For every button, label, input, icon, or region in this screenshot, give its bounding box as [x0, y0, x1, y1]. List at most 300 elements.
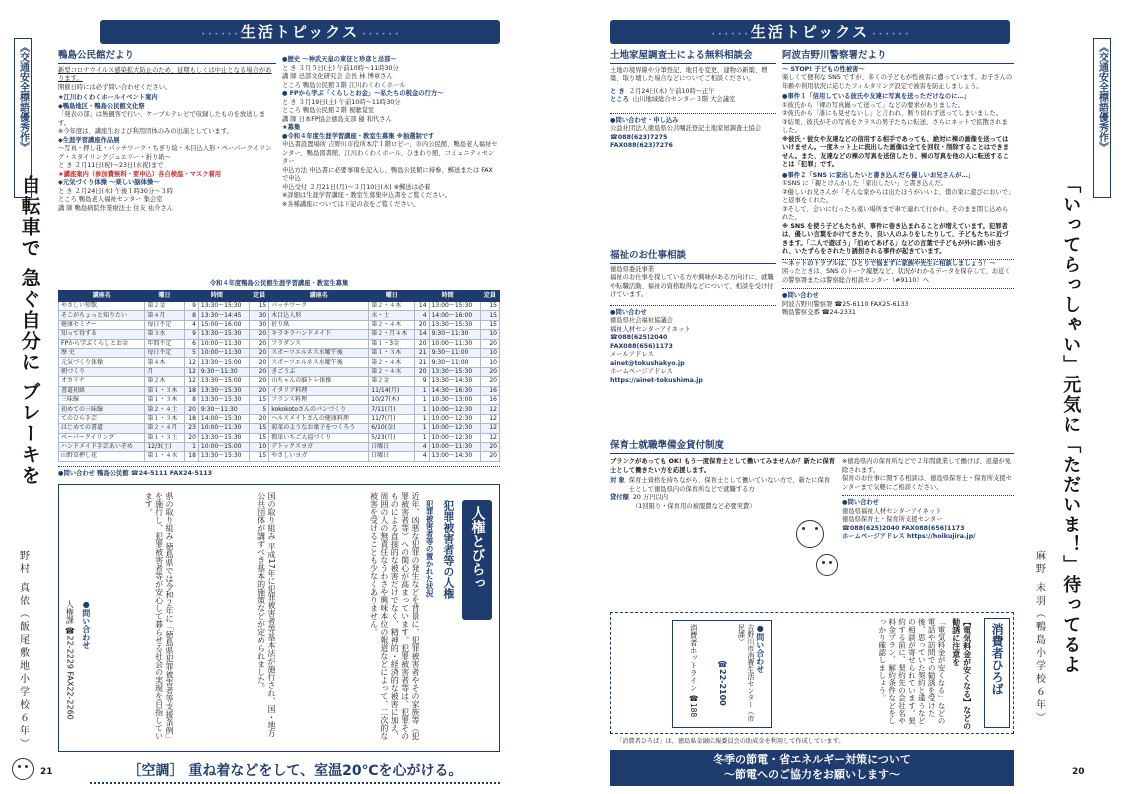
course-table-header: 講座名	[59, 291, 145, 302]
police-subtitle: 〜 STOP! 子どもの性被害〜	[782, 65, 865, 73]
table-cell: やさしいヨガ	[269, 452, 369, 461]
childcare-note2: 保育のお仕事に関する相談は、徳島県保育士・保育所支援センターまで気軽にご相談ください。	[842, 475, 1013, 491]
childcare-org1: 徳島県福祉人材センターアイネット	[842, 507, 942, 515]
table-cell: 第１・４水	[145, 452, 184, 461]
table-cell: 20	[250, 358, 269, 367]
right-page	[566, 0, 1123, 794]
table-cell: 1	[415, 396, 429, 405]
left-poem-author: 野村 真依（飯尾敷地小学校６年）	[17, 550, 29, 752]
police-section	[782, 50, 1014, 318]
table-cell: 9:30〜11:00	[429, 358, 480, 367]
table-cell: 健康セミナー	[59, 320, 145, 329]
table-cell: 第１・３木	[145, 386, 184, 395]
table-cell: 第１・３木	[145, 414, 184, 423]
course-table	[58, 290, 500, 462]
police-case2-1: ①SNS に「親とけんかした「家出したい」と書き込んだ。	[782, 180, 948, 188]
table-cell: 1	[415, 405, 429, 414]
table-cell: 朝づくり	[59, 367, 145, 376]
table-cell: 5/23(月)	[369, 433, 415, 442]
table-row	[59, 396, 500, 405]
childcare-tel: ☎088(625)2040 FAX088(656)1173	[842, 524, 965, 532]
table-cell: 知って得する	[59, 330, 145, 339]
table-cell: 21	[415, 349, 429, 358]
table-cell: 10:30〜13:00	[429, 396, 480, 405]
table-cell: パッチワーク	[269, 302, 369, 311]
course-table-header: 時間	[415, 291, 480, 302]
recruit-note2: ※各種講座については下記の表をご覧ください。	[282, 200, 420, 208]
table-cell: 書道初級	[59, 386, 145, 395]
left-bottom-banner-text: ［空調］ 重ね着などをして、室温20℃を心がける。	[127, 763, 463, 779]
table-cell: 毎日不定	[145, 320, 184, 329]
kamojima-title: 鴨島公民館だより	[58, 50, 276, 64]
table-cell: やさしい短歌	[59, 302, 145, 311]
course-table-wrap	[58, 290, 500, 462]
table-cell: 10:00〜11:30	[198, 349, 249, 358]
kamojima-sub2-date: と き ２月11日(祝)〜23日(水祝)まで	[58, 162, 164, 170]
police-case1: ●事件１「信用している彼氏や友達に写真を送っただけなのに…」	[782, 93, 971, 101]
childcare-mascot-2-icon	[816, 554, 838, 576]
table-cell: 20	[480, 452, 499, 461]
table-row	[59, 330, 500, 339]
land-toki-value: ２月24日(木) 午前10時〜正午	[628, 87, 715, 95]
table-row	[59, 349, 500, 358]
table-cell: キラキラハンドメイド	[269, 330, 369, 339]
table-cell: 13:30〜15:30	[198, 452, 249, 461]
table-cell: 15	[250, 433, 269, 442]
table-cell: 第２・４土	[145, 405, 184, 414]
table-cell: 8	[184, 311, 198, 320]
table-cell: 20	[250, 414, 269, 423]
table-cell: 1	[415, 433, 429, 442]
rights-inquiry: 人権課 ☎22-2229 FAX22-2260	[65, 600, 75, 720]
welfare-mail-label: メールアドレス	[610, 351, 654, 359]
table-row	[59, 302, 500, 311]
table-cell: 18	[184, 452, 198, 461]
table-cell: 10	[480, 349, 499, 358]
table-cell: 第２・４水	[369, 367, 415, 376]
fp-title: ● FPから学ぶ「くらしとお金」〜私たちの税金の行方〜	[282, 90, 444, 97]
table-cell: 山野草押し花	[59, 452, 145, 461]
left-poem: 自転車で 急ぐ自分に ブレーキを	[18, 175, 41, 487]
table-cell: 12	[184, 367, 198, 376]
table-row	[59, 442, 500, 451]
table-cell: 第２・４月	[145, 424, 184, 433]
table-cell: 16	[480, 396, 499, 405]
right-bottom-banner	[610, 750, 1014, 786]
table-cell: 23	[184, 424, 198, 433]
table-cell: 12	[480, 405, 499, 414]
table-cell: 13:30〜15:30	[429, 320, 480, 329]
kamojima-section	[58, 50, 276, 213]
table-cell: 13:30〜15:00	[198, 358, 249, 367]
recruit-deadline: 申込受付 ２月21日(月)〜３月10日(木) ※郵送は必着	[282, 183, 431, 191]
table-cell: 10	[480, 330, 499, 339]
right-bottom-banner-2: 〜節電へのご協力をお願いします〜	[724, 767, 900, 781]
police-title: 阿波吉野川警察署だより	[782, 50, 1014, 64]
table-cell: 10:00〜12:30	[429, 405, 480, 414]
table-cell: スポーツエルネス水曜午後	[269, 358, 369, 367]
fp-toki: と き ３月19日(土) 午前10時〜11時30分	[282, 98, 401, 106]
police-case1-1: ①彼氏から「裸の写真撮って送って」などの要求がありました。	[782, 101, 964, 109]
table-cell: そこがちょっと知りたい	[59, 311, 145, 320]
table-cell: 9	[184, 330, 198, 339]
police-case1-2: ②彼氏から「誰にも見せないし」と言われ、断り切れず送ってしまいました。	[782, 110, 1003, 118]
table-cell: 14:30〜16:30	[429, 386, 480, 395]
police-warn1: ※彼氏・彼女や友達などの信用する相手であっても、絶対に裸の画像を送ってはいけません。一度ネット上に流出した画像は全てを回収・削除することはできません。また、友達などの裸の写真を送信したり、裸の写真を他の人に転送することは「犯罪」です。	[782, 135, 1010, 169]
table-cell: 10:00〜15:00	[198, 442, 249, 451]
childcare-target	[610, 477, 836, 494]
table-row	[59, 377, 500, 386]
childcare-amount-value: 20 万円以内	[632, 494, 669, 501]
table-cell: スポーツエルネス水曜午後	[269, 349, 369, 358]
welfare-sub: 徳島県委託事業	[610, 265, 655, 273]
right-poem-tag: 《交通安全標語優秀作》	[1093, 38, 1111, 198]
table-cell: 20	[184, 433, 198, 442]
welfare-section	[610, 250, 776, 385]
table-cell: 20	[250, 330, 269, 339]
table-cell: 4	[415, 311, 429, 320]
table-cell: 12	[480, 433, 499, 442]
kamojima-star2: ★講座案内（参加費無料・要申込）各自検温・マスク着用	[58, 170, 222, 178]
childcare-lead: ブランクがあっても OK! もう一度保育士として働いてみませんか？新たに保育士として働きたい方を応援します。	[610, 458, 836, 474]
land-body: 土地の境界線や分筆登記、地目を変更、建物の新築、増築、取り壊した場合などについてご相談ください。	[610, 66, 768, 83]
childcare-note: ※徳島県内の保育所などで２年間就業して働けば、返還が免除されます。	[842, 458, 1011, 474]
history-toki: と き ３月５日(土) 午前10時〜11時30分	[282, 64, 399, 72]
table-cell: 日曜日	[369, 452, 415, 461]
kamojima-p2: 開催日時には必ず問い合わせください。	[58, 83, 172, 91]
police-case1-3: ③結果、彼氏がその写真をクラスの男子たちに転送、さらにネットで拡散されました。	[782, 118, 1008, 135]
table-cell: 11/14(月)	[369, 386, 415, 395]
table-cell: 初めての三味線	[59, 405, 145, 414]
table-cell: 12	[480, 424, 499, 433]
rights-body3: 県の取り組み 徳島県では令和２年に「徳島県犯罪被害者等支援条例」を施行し、犯罪被害者等が安心して暮らせる社会の実現を目指しています。	[144, 492, 174, 740]
rights-body: 近年、凶悪な犯罪の発生などを背景に、犯罪被害者やその家族等（犯罪被害者等）への関心が高まっています。犯罪被害者等は、犯罪そのものによる直接的な被害だけでなく、精神的・経済的な被害に加え、周囲の人の無責任なうわさや興味本位の報道などによって、二次的な被害を受けることも少なくありません。	[369, 492, 420, 740]
fp-tokoro: ところ 鴨島公民館２階 視聴覚室	[282, 107, 375, 114]
table-cell: 折り紙	[269, 320, 369, 329]
table-cell: 菊菜のようなお菓子をつくろう	[269, 424, 369, 433]
right-page-number: 20	[1072, 767, 1085, 777]
table-cell: 第２金	[369, 377, 415, 386]
table-cell: 20	[415, 367, 429, 376]
welfare-body: 福祉のお仕事を探している方や興味がある方向けに、就職や転職活動、福祉の資格取得などについて、相談を受け付けています。	[610, 274, 774, 299]
table-cell: 20	[480, 367, 499, 376]
left-bottom-banner	[90, 760, 500, 784]
table-cell: 13:30〜14:45	[198, 311, 249, 320]
left-page-number: 21	[40, 767, 53, 777]
table-cell: 1	[415, 424, 429, 433]
rights-lead: 犯罪被害者等の置かれた状況	[425, 500, 435, 598]
table-cell: 10	[480, 358, 499, 367]
table-cell: 8	[184, 396, 198, 405]
table-cell: 18	[184, 386, 198, 395]
welfare-org2: 福祉人材センターアイネット	[610, 325, 691, 333]
rights-inquiry-label: ●問い合わせ	[81, 600, 91, 649]
table-cell: ハンドメイド手芸あいぞめ	[59, 442, 145, 451]
kamojima-sub3-koshi: 講 師 鴨島病院作業療法士 住友 祐介さん	[58, 204, 174, 212]
table-cell: 15	[250, 452, 269, 461]
table-row	[59, 311, 500, 320]
table-cell: 月	[145, 367, 184, 376]
childcare-org2: 徳島県保育士・保育所支援センター	[842, 516, 943, 523]
table-cell: 11/7(月)	[369, 414, 415, 423]
right-header: · · · 生活トピックス · · ·	[610, 20, 1010, 44]
table-row	[59, 320, 500, 329]
table-cell: ペーパークイリング	[59, 433, 145, 442]
kamojima-sub1-note: ※今年度は、講座生および利用団体のみの出演としています。	[58, 128, 233, 136]
table-cell: フラダンス	[269, 339, 369, 348]
table-cell: 10	[250, 442, 269, 451]
table-cell: 15:00〜16:00	[198, 320, 249, 329]
table-cell: 12	[184, 377, 198, 386]
kamojima-sub2: ◆生涯学習講座作品展	[58, 136, 120, 144]
land-tokoro	[610, 96, 776, 105]
table-cell: 第１・3金	[369, 339, 415, 348]
table-cell: 木目込人形	[269, 311, 369, 320]
table-cell: 15	[250, 396, 269, 405]
kamojima-inquiry: ●問い合わせ 鴨島公民館 ☎24-5111 FAX24-5113	[58, 466, 500, 479]
table-cell: 1	[415, 386, 429, 395]
table-cell: 4	[415, 452, 429, 461]
table-cell: 10:00〜11:30	[429, 442, 480, 451]
course-table-header: 講座名	[269, 291, 369, 302]
childcare-right	[842, 458, 1014, 542]
police-warn2: ※ SNS を使う子どもたちが、事件に巻き込まれることが増えています。犯罪者は、優しい言葉をかけてきたり、良い人のふりをしたりして、子どもたちに近づきます。「二人で遊ぼう」「泊めてあげる」などの言葉で子どもが外に誘い出され、いたずらをされたり誘拐される事件が起きています。	[782, 222, 1009, 256]
table-cell: イタリア料理	[269, 386, 369, 395]
table-cell: きごうぶ	[269, 367, 369, 376]
consumer-inquiry-label: ●問い合わせ	[755, 624, 765, 673]
table-cell: てのひら手芸	[59, 414, 145, 423]
recruit-place: 申込書設置場所 吉野川市役所本庁１階ロビー、市内公民館、鴨島老人福祉センター、鴨島図書館、江川わくわくホール、ひまわり館、コミュニティセンター	[282, 141, 498, 165]
table-cell: 13:30〜15:30	[198, 302, 249, 311]
table-cell: 13:30〜15:30	[198, 330, 249, 339]
table-cell: 第２金	[145, 302, 184, 311]
table-cell: 9	[184, 302, 198, 311]
table-cell: 10/27(木)	[369, 396, 415, 405]
fp-koshi: 講 師 日本FP協会徳島支部 優 和代さん	[282, 115, 392, 123]
kamojima-star1: ★江川わくわくホールイベント案内	[58, 94, 158, 102]
table-row	[59, 358, 500, 367]
table-cell: 10:00〜12:30	[429, 424, 480, 433]
welfare-org1: 徳島県社会福祉協議会	[610, 317, 673, 325]
right-bottom-banner-1: 冬季の節電・省エネルギー対策について	[713, 753, 911, 766]
table-row	[59, 386, 500, 395]
childcare-inquiry-title: ●問い合わせ	[842, 495, 1014, 508]
kamojima-sub1-text: 「発表の部」は無観客で行い、ケーブルテレビで収録したものを放送します。	[58, 111, 266, 127]
rights-body2: 国の取り組み 平成17年に犯罪被害者等基本法が施行され、国・地方公共団体が講ずべき基本的施策などが定められました。	[256, 492, 276, 737]
table-cell: 毎日不定	[145, 349, 184, 358]
table-cell: 第１・３木	[145, 396, 184, 405]
police-case2: ●事件２「SNS に家出したいと書き込んだら優しいお兄さんが…」	[782, 171, 975, 179]
police-case2-2: ②優しいお兄さんが「そんな家からは出たほうがいいよ、僕の家に遊びにおいで」と返事をくれた。	[782, 188, 1012, 205]
land-inquiry-org: 公益社団法人徳島県公共嘱託登記土地家屋調査士協会	[610, 125, 762, 133]
table-row	[59, 452, 500, 461]
table-cell: 歴 史	[59, 349, 145, 358]
table-row	[59, 424, 500, 433]
police-inquiry-2: 鴨島警察交番 ☎24-2331	[782, 309, 856, 317]
table-row	[59, 339, 500, 348]
table-row	[59, 414, 500, 423]
history-tokoro: ところ 鴨島公民館３階 江川わくわくホール	[282, 81, 406, 89]
welfare-tel: ☎088(625)2040	[610, 334, 668, 342]
table-cell: 16	[480, 386, 499, 395]
table-row	[59, 367, 500, 376]
table-cell: 10:00〜11:30	[198, 339, 249, 348]
table-cell: 13:30〜15:30	[198, 396, 249, 405]
table-cell: 15	[480, 311, 499, 320]
table-cell: 20	[250, 339, 269, 348]
table-cell: 5	[184, 349, 198, 358]
table-cell: 9:30〜11:30	[198, 367, 249, 376]
table-cell: 20	[184, 405, 198, 414]
childcare-hp[interactable]: ホームページアドレス https://hoikujira.jp/	[842, 533, 976, 540]
table-cell: 13:00〜14:30	[429, 452, 480, 461]
land-tokoro-label: ところ	[610, 96, 629, 104]
table-cell: 7/11(月)	[369, 405, 415, 414]
land-inquiry-title: ●問い合わせ・申し込み	[610, 113, 776, 126]
consumer-inquiry-org: 吉野川市消費生活センター（市民課）	[737, 624, 755, 722]
table-row	[59, 433, 500, 442]
table-cell: 4	[415, 442, 429, 451]
table-cell: 三味線	[59, 396, 145, 405]
right-poem-author: 麻野 未羽（鴨島小学校６年）	[1033, 550, 1045, 726]
welfare-hp-label: ホームページアドレス	[610, 368, 673, 376]
history-title: ●歴史 〜神武天皇の東征と珍彦と忌部〜	[282, 56, 397, 63]
table-cell: 6/10(金)	[369, 424, 415, 433]
table-cell: 15	[250, 424, 269, 433]
table-cell: 15	[480, 302, 499, 311]
recruit-method: 申込方法 申込書に必要事項を記入し、鴨島公民館に持参、郵送または FAX で申込	[282, 166, 493, 182]
table-cell: 13:30〜15:00	[198, 377, 249, 386]
table-cell: 30	[250, 311, 269, 320]
rights-title-wrap	[462, 500, 492, 620]
table-cell: 9:30〜11:30	[429, 330, 480, 339]
table-cell: ヘルスメイトさんの健康料理	[269, 414, 369, 423]
table-cell: 21	[415, 358, 429, 367]
police-case2-3: ③そして、会いに行ったら遠い場所まで車で連れて行かれ、そのまま閉じ込められた。	[782, 205, 1009, 222]
table-cell: 20	[480, 442, 499, 451]
table-cell: 12	[480, 414, 499, 423]
consumer-hotline: 消費者ホットライン ☎188	[689, 624, 699, 718]
police-inquiry-title: ●問い合わせ	[782, 288, 1014, 301]
land-inquiry-tel: ☎088(623)7275	[610, 133, 668, 141]
welfare-fax: FAX088(656)1173	[610, 342, 673, 350]
childcare-amount-label: 貸付額	[610, 494, 629, 501]
table-cell: 9:30〜11:30	[198, 405, 249, 414]
land-title: 土地家屋調査士による無料相談会	[610, 50, 776, 64]
table-cell: 13:30〜14:30	[429, 377, 480, 386]
table-cell: 20	[415, 339, 429, 348]
consumer-title-wrap	[984, 618, 1010, 728]
rights-title: 人権とびらっ	[469, 506, 486, 590]
rights-column-title: 犯罪被害者等の人権	[441, 500, 455, 599]
history-koshi: 講 師 忌部文化研究会 会長 林 博章さん	[282, 73, 393, 80]
welfare-hp[interactable]: https://ainet-tokushima.jp	[610, 376, 703, 384]
course-table-header: 曜日	[369, 291, 415, 302]
table-cell: 14	[415, 302, 429, 311]
welfare-inquiry-title: ●問い合わせ	[610, 305, 776, 318]
table-row	[59, 405, 500, 414]
table-cell: 10:00〜12:30	[429, 414, 480, 423]
course-table-header: 定員	[250, 291, 269, 302]
table-cell: 簡単いちご大福づくり	[269, 433, 369, 442]
childcare-target-value: 保育士資格を持ちながら、保育士として働いていない方で、新たに保育士として徳島県内の保育所などで就職する方	[628, 477, 831, 493]
table-cell: 12/3(土)	[145, 442, 184, 451]
table-cell: デトックスヨガ	[269, 442, 369, 451]
left-page	[0, 0, 560, 794]
table-cell: 14:00〜16:00	[429, 311, 480, 320]
table-cell: 10:00〜11:30	[429, 339, 480, 348]
table-cell: 20	[480, 339, 499, 348]
table-cell: 10:00〜12:30	[429, 433, 480, 442]
table-cell: 第２・４木	[369, 320, 415, 329]
table-cell: 20	[480, 377, 499, 386]
table-cell: 15	[250, 302, 269, 311]
land-section	[610, 50, 776, 151]
mascot-icon	[12, 758, 34, 780]
recruit-title: ★募集	[282, 124, 301, 131]
table-cell: 9	[415, 377, 429, 386]
table-cell: 15	[480, 320, 499, 329]
table-cell: 第２・月４木	[369, 330, 415, 339]
table-cell: 年間不定	[145, 339, 184, 348]
childcare-amount-note: （1回限り・保育用の被服費など必要実費）	[632, 502, 756, 510]
welfare-title: 福祉のお仕事相談	[610, 250, 776, 264]
table-cell: kokokotoさんのパンづくり	[269, 405, 369, 414]
table-cell: 14:00〜15:30	[198, 414, 249, 423]
childcare-title: 保育士就職準備金貸付制度	[610, 440, 1014, 454]
childcare-target-label: 対 象	[610, 477, 625, 484]
kamojima-sub3-tokoro: ところ 鴨島老人福祉センター 集会室	[58, 196, 163, 204]
table-cell: 9:30〜11:00	[429, 349, 480, 358]
table-cell: 第３水	[145, 330, 184, 339]
kamojima-sub3-toki: と き ２月24日(木) 午後１時30分〜３時	[58, 187, 174, 195]
table-cell: 5	[250, 405, 269, 414]
kamojima-p1: 新型コロナウイルス感染拡大防止のため、延期もしくは中止となる場合があります。	[58, 66, 272, 83]
table-cell: 20	[250, 386, 269, 395]
table-cell: 日曜日	[369, 442, 415, 451]
consumer-topic: 【電気料金が安くなる】などの勧誘に注意を	[951, 618, 972, 730]
kamojima-sub1: ◆鴨島地区・鴨島公民館文化祭	[58, 102, 145, 110]
right-poem: 「いってらっしゃい」元気に「ただいま！」待ってるよ	[1060, 175, 1082, 675]
table-cell: 第２・４木	[369, 302, 415, 311]
police-body: 楽しくて便利な SNS ですが、多くの子どもが性被害に遭っています。お子さんの年齢や利用状況に応じたフィルタリング設定で被害を防止しましょう。	[782, 74, 1013, 90]
kamojima-section-b	[282, 56, 500, 209]
table-cell: 6	[184, 339, 198, 348]
table-cell: 第１・３木	[369, 349, 415, 358]
course-table-header: 定員	[480, 291, 499, 302]
table-cell: 20	[250, 367, 269, 376]
table-cell: 13:30〜15:30	[198, 386, 249, 395]
table-cell: 20	[415, 320, 429, 329]
table-cell: 20	[250, 349, 269, 358]
table-cell: 14	[415, 330, 429, 339]
table-cell: 4	[184, 320, 198, 329]
welfare-mail[interactable]: ainet@tokushakyo.jp	[610, 359, 685, 367]
table-cell: 30	[250, 320, 269, 329]
table-cell: 13:30〜15:30	[429, 367, 480, 376]
table-cell: FPから学ぶくらしとお金	[59, 339, 145, 348]
table-cell: 13:30〜15:30	[198, 433, 249, 442]
table-cell: 水・土	[369, 311, 415, 320]
land-inquiry-fax: FAX088(623)7276	[610, 142, 673, 150]
table-cell: 第４木	[145, 358, 184, 367]
childcare-mascot-icon	[796, 520, 824, 548]
consumer-inquiry-tel: ☎22-2100	[717, 660, 727, 706]
course-table-title: 令和４年度鴨島公民館生涯学習講座・教室生募集	[209, 280, 349, 287]
police-net-body: 困ったときは、SNS のトーク履歴など、状況がわかるデータを保存して、お近くの警察署または警察総合相談センター（#9110）へ	[782, 268, 1011, 284]
table-cell: 第２・４木	[369, 358, 415, 367]
table-cell: はじめての書道	[59, 424, 145, 433]
